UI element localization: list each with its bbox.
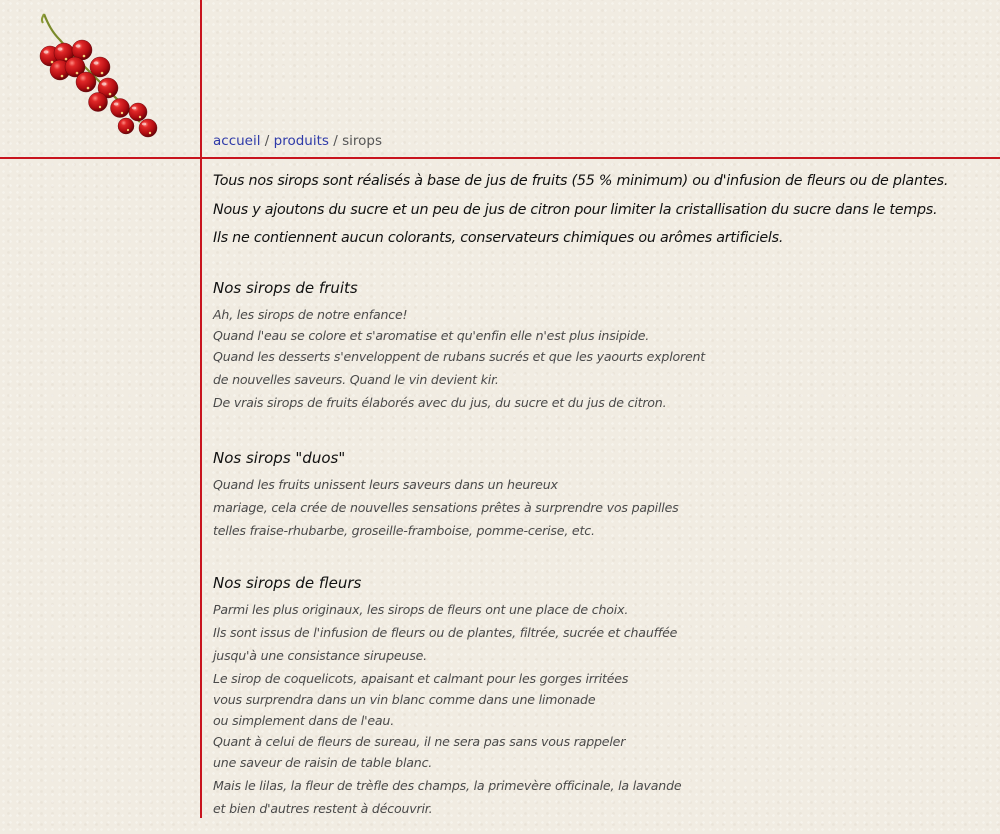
section-line: et bien d'autres restent à découvrir. xyxy=(213,801,433,816)
vertical-divider xyxy=(200,0,202,818)
section-line: Quand les desserts s'enveloppent de rubans sucrés et que les yaourts explorent xyxy=(213,349,706,364)
section-title: Nos sirops "duos" xyxy=(213,449,346,467)
section-line: Ils sont issus de l'infusion de fleurs ou de plantes, filtrée, sucrée et chauffée xyxy=(213,625,678,640)
section-line: Quand les fruits unissent leurs saveurs dans un heureux xyxy=(213,477,558,492)
section-line: telles fraise-rhubarbe, groseille-framboise, pomme-cerise, etc. xyxy=(213,523,595,538)
breadcrumb-current: sirops xyxy=(342,133,382,149)
breadcrumb-products-link[interactable]: produits xyxy=(273,133,329,149)
section-line: Parmi les plus originaux, les sirops de fleurs ont une place de choix. xyxy=(213,602,629,617)
section-line: mariage, cela crée de nouvelles sensations prêtes à surprendre vos papilles xyxy=(213,500,679,515)
section-duo-syrups xyxy=(213,447,678,542)
section-line: Quant à celui de fleurs de sureau, il ne sera pas sans vous rappeler xyxy=(213,734,626,749)
section-line: une saveur de raisin de table blanc. xyxy=(213,755,433,770)
section-title: Nos sirops de fruits xyxy=(213,279,358,297)
breadcrumb-home-link[interactable]: accueil xyxy=(213,133,261,149)
redcurrant-icon xyxy=(30,10,170,145)
section-flower-syrups xyxy=(213,572,681,820)
section-line: de nouvelles saveurs. Quand le vin devient kir. xyxy=(213,372,499,387)
intro-line: Nous y ajoutons du sucre et un peu de jus de citron pour limiter la cristallisation du sucre dans le temps. xyxy=(213,201,938,218)
section-line: jusqu'à une consistance sirupeuse. xyxy=(213,648,427,663)
section-fruit-syrups xyxy=(213,277,705,414)
breadcrumb xyxy=(213,133,382,149)
main-content xyxy=(213,167,988,816)
breadcrumb-separator: / xyxy=(264,133,270,149)
section-title: Nos sirops de fleurs xyxy=(213,574,362,592)
section-line: Quand l'eau se colore et s'aromatise et qu'enfin elle n'est plus insipide. xyxy=(213,328,650,343)
section-line: Mais le lilas, la fleur de trèfle des champs, la primevère officinale, la lavande xyxy=(213,778,682,793)
intro-text xyxy=(213,167,988,253)
intro-line: Tous nos sirops sont réalisés à base de jus de fruits (55 % minimum) ou d'infusion de fleurs ou de plantes. xyxy=(213,173,949,189)
section-line: vous surprendra dans un vin blanc comme dans une limonade xyxy=(213,692,596,707)
section-line: Ah, les sirops de notre enfance! xyxy=(213,307,408,322)
breadcrumb-separator: / xyxy=(333,133,338,149)
intro-line: Ils ne contiennent aucun colorants, conservateurs chimiques ou arômes artificiels. xyxy=(213,230,784,246)
section-line: De vrais sirops de fruits élaborés avec du jus, du sucre et du jus de citron. xyxy=(213,395,667,410)
section-line: Le sirop de coquelicots, apaisant et calmant pour les gorges irritées xyxy=(213,671,629,686)
section-line: ou simplement dans de l'eau. xyxy=(213,713,395,728)
horizontal-divider xyxy=(0,157,1000,159)
